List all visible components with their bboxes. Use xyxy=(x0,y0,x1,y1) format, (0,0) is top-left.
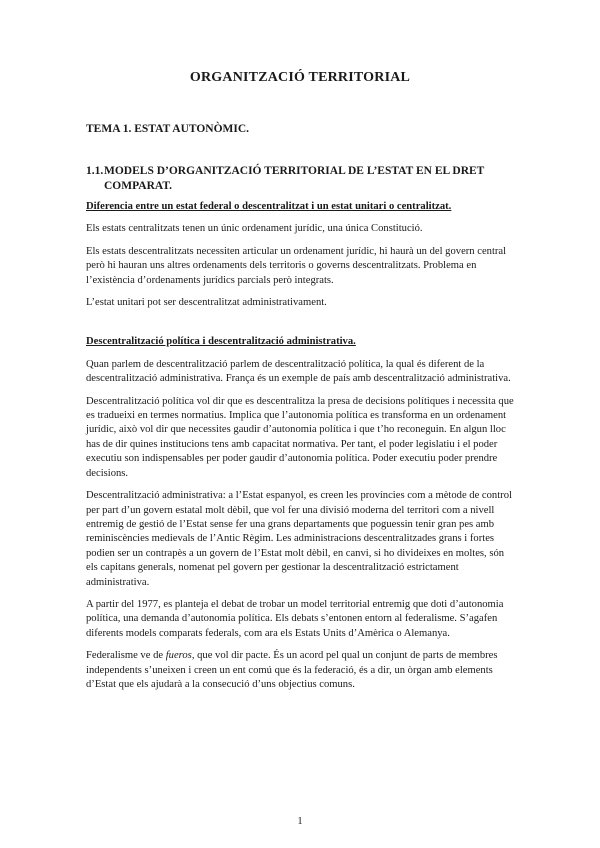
paragraph-text: , que vol dir pacte. És un acord pel qual un conjunt de parts de membres independents s’uneixen i creen un ent comú que és la federació, és a dir, un òrgan amb elements d’Estat que els ajudarà a la consecució d’uns objectius comuns. xyxy=(86,650,498,690)
paragraph-text: Federalisme ve de xyxy=(86,650,166,662)
paragraph: Descentralització administrativa: a l’Estat espanyol, es creen les províncies com a mètode de control per part d’un govern estatal molt dèbil, que vol fer una divisió moderna del territori com a nivell entremig de gestió de l’Estat sense fer una grans departaments que poguessin tenir gran pes amb reminiscències medievals de l’Antic Règim. Les administracions descentralitzades grans i fortes podien ser un contrapès a un govern de l’Estat molt dèbil, en canvi, si ho divideixes en moltes, són els capitans generals, nomenat pel govern per gestionar la descentralització estrictament administrativa. xyxy=(86,490,512,588)
document-title: ORGANITZACIÓ TERRITORIAL xyxy=(189,70,411,85)
section-heading xyxy=(86,164,516,194)
italic-term: fueros xyxy=(165,650,192,662)
page-number: 1 xyxy=(297,816,303,827)
paragraph: L’estat unitari pot ser descentralitzat administrativament. xyxy=(86,297,327,309)
paragraph: Els estats centralitzats tenen un únic ordenament jurídic, una única Constitució. xyxy=(86,223,423,235)
section-number: 1.1. xyxy=(86,165,104,177)
paragraph: Quan parlem de descentralització parlem de descentralització política, la qual és diferent de la descentralització administrativa. França és un exemple de país amb descentralització administrativa. xyxy=(86,358,511,385)
paragraph: Descentralització política vol dir que es descentralitza la presa de decisions polítiques i necessita que es tradueixi en termes normatius. Implica que l’autonomia política es transforma en un ordenament jurídic, això vol dir que necessites gaudir d’autonomia política i que t’ho reconeguin. En algun lloc has de dir quines institucions tens amb capacitat normativa. Per tant, el poder legislatiu i el poder executiu son indispensables per poder gaudir d’autonomia política. Poder executiu poder prendre decisions. xyxy=(86,395,514,479)
tema-heading: TEMA 1. ESTAT AUTONÒMIC. xyxy=(86,123,250,135)
section-title-line2: COMPARAT. xyxy=(104,180,173,192)
paragraph-federalisme xyxy=(86,649,518,692)
paragraph: Els estats descentralitzats necessiten articular un ordenament jurídic, hi haurà un del govern central però hi hauran uns altres ordenaments dels territoris o governs descentralitzats. Problema en l’existència d’ordenaments jurídics parcials però integrats. xyxy=(86,245,507,286)
paragraph: A partir del 1977, es planteja el debat de trobar un model territorial entremig que doti d’autonomia política, una demanda d’autonomia política. Els debats s’entonen entorn al federalisme. S’agafen diferents models comparats federals, com ara els Estats Units d’Amèrica o Alemanya. xyxy=(86,598,504,639)
subsection-heading-1: Diferencia entre un estat federal o descentralitzat i un estat unitari o centralitzat. xyxy=(86,201,452,212)
body-text xyxy=(86,200,518,700)
section-title-line1: MODELS D’ORGANITZACIÓ TERRITORIAL DE L’ESTAT EN EL DRET xyxy=(104,165,485,177)
subsection-heading-2: Descentralització política i descentralització administrativa. xyxy=(86,336,356,348)
